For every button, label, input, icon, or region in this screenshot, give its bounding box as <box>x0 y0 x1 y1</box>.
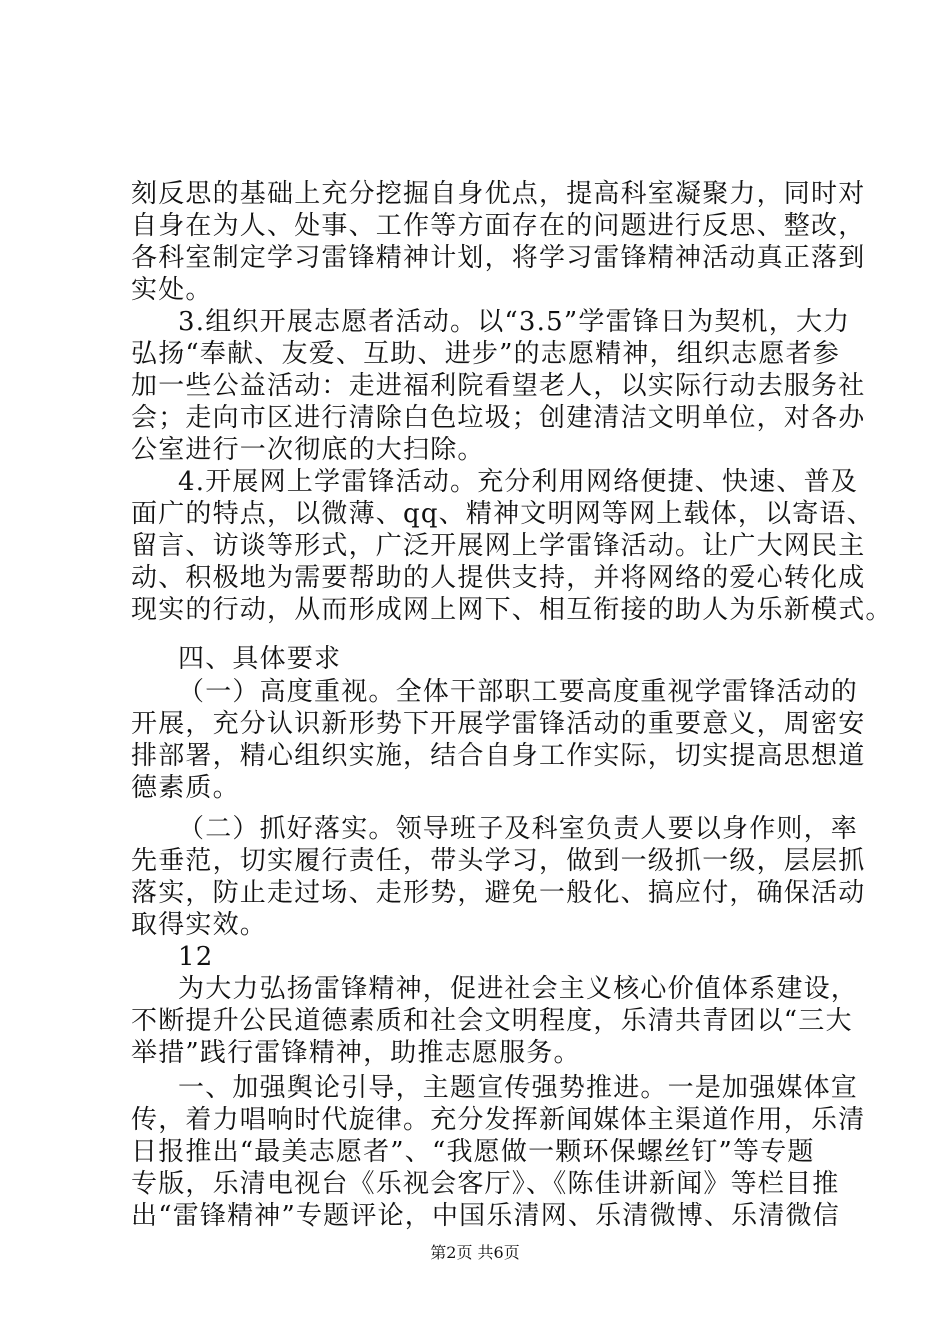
text-line: 举措”践行雷锋精神，助推志愿服务。 <box>131 1038 581 1068</box>
text-line: 不断提升公民道德素质和社会文明程度，乐清共青团以“三大 <box>131 1006 853 1036</box>
text-line: （一）高度重视。全体干部职工要高度重视学雷锋活动的 <box>178 677 859 707</box>
text-line: 公室进行一次彻底的大扫除。 <box>131 435 485 465</box>
text-line: 开展，充分认识新形势下开展学雷锋活动的重要意义，周密安 <box>131 709 866 739</box>
text-line: 出“雷锋精神”专题评论，中国乐清网、乐清微博、乐清微信 <box>131 1201 840 1231</box>
text-line: 留言、访谈等形式，广泛开展网上学雷锋活动。让广大网民主 <box>131 531 866 561</box>
text-line: 自身在为人、处事、工作等方面存在的问题进行反思、整改， <box>131 211 866 241</box>
text-line: 现实的行动，从而形成网上网下、相互衔接的助人为乐新模式。 <box>131 595 893 625</box>
text-line: 德素质。 <box>131 773 240 803</box>
text-line: 日报推出“最美志愿者”、“我愿做一颗环保螺丝钉”等专题 <box>131 1137 815 1167</box>
text-line: 动、积极地为需要帮助的人提供支持，并将网络的爱心转化成 <box>131 563 866 593</box>
text-line: 各科室制定学习雷锋精神计划，将学习雷锋精神活动真正落到 <box>131 243 866 273</box>
text-line: （二）抓好落实。领导班子及科室负责人要以身作则，率 <box>178 814 859 844</box>
text-line: 3.组织开展志愿者活动。以“3.5”学雷锋日为契机，大力 <box>178 307 851 337</box>
text-line: 排部署，精心组织实施，结合自身工作实际，切实提高思想道 <box>131 741 866 771</box>
text-line: 落实，防止走过场、走形势，避免一般化、搞应付，确保活动 <box>131 878 866 908</box>
section-number: 12 <box>178 942 214 972</box>
text-line: 一、加强舆论引导，主题宣传强势推进。一是加强媒体宣 <box>178 1073 859 1103</box>
text-line: 加一些公益活动：走进福利院看望老人，以实际行动去服务社 <box>131 371 866 401</box>
text-line: 面广的特点，以微薄、qq、精神文明网等网上载体，以寄语、 <box>131 499 874 529</box>
text-line: 4.开展网上学雷锋活动。充分利用网络便捷、快速、普及 <box>178 467 859 497</box>
text-line: 弘扬“奉献、友爱、互助、进步”的志愿精神，组织志愿者参 <box>131 339 840 369</box>
text-line: 会；走向市区进行清除白色垃圾；创建清洁文明单位，对各办 <box>131 403 866 433</box>
text-line: 实处。 <box>131 275 213 305</box>
text-line: 先垂范，切实履行责任，带头学习，做到一级抓一级，层层抓 <box>131 846 866 876</box>
text-line: 传，着力唱响时代旋律。充分发挥新闻媒体主渠道作用，乐清 <box>131 1105 866 1135</box>
text-line: 取得实效。 <box>131 910 268 940</box>
section-heading: 四、具体要求 <box>178 644 342 674</box>
text-line: 专版，乐清电视台《乐视会客厅》、《陈佳讲新闻》等栏目推 <box>131 1169 840 1199</box>
page-footer: 第2页 共6页 <box>430 1243 520 1262</box>
text-line: 刻反思的基础上充分挖掘自身优点，提高科室凝聚力，同时对 <box>131 179 866 209</box>
text-line: 为大力弘扬雷锋精神，促进社会主义核心价值体系建设， <box>178 974 859 1004</box>
